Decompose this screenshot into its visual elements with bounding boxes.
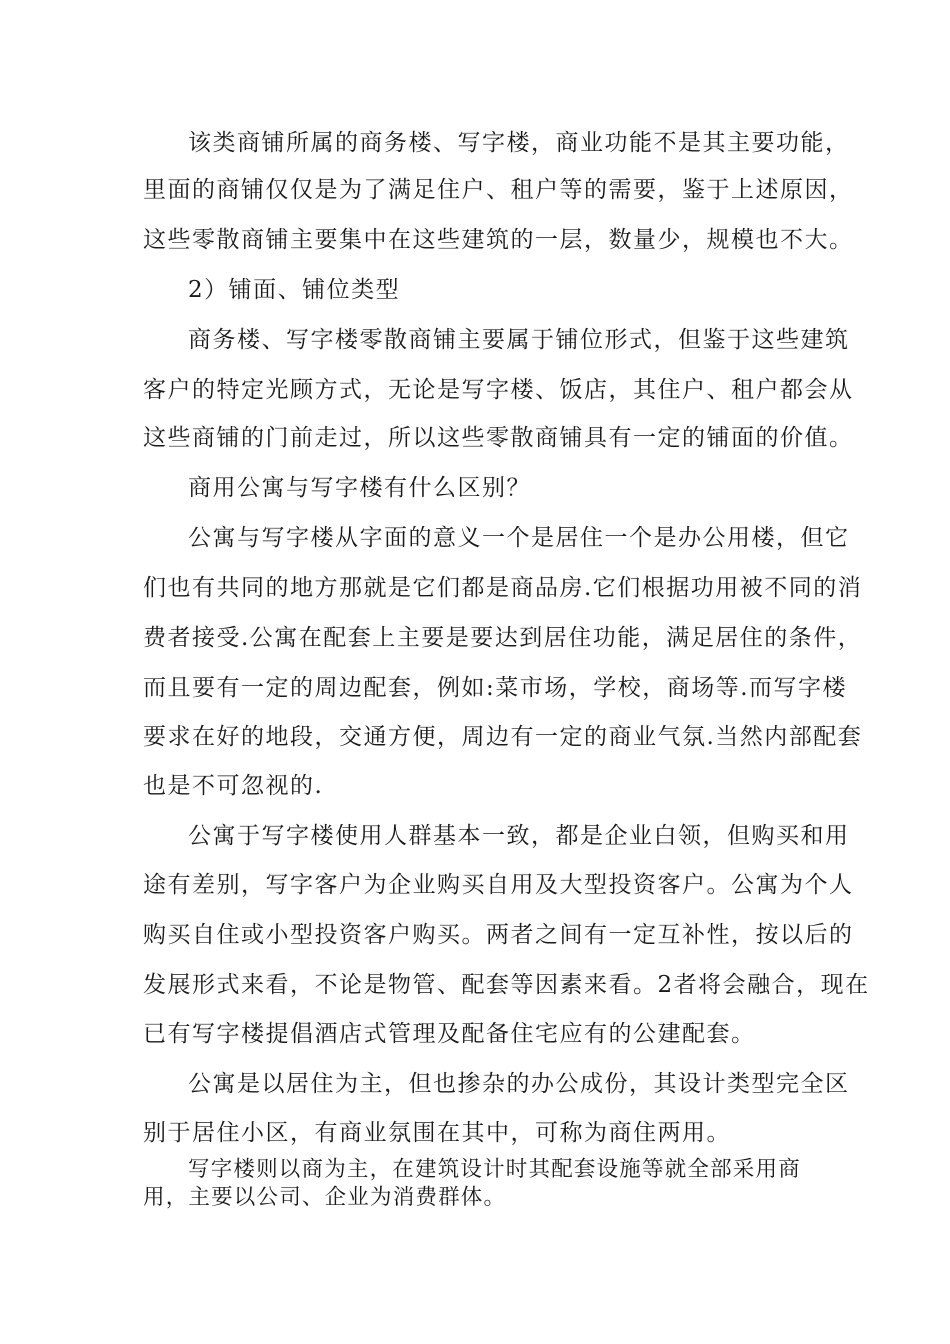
section-heading: 2）铺面、铺位类型 — [188, 277, 401, 303]
text-line: 要求在好的地段，交通方便，周边有一定的商业气氛.当然内部配套 — [143, 724, 863, 750]
text-line: 公寓是以居住为主，但也掺杂的办公成份，其设计类型完全区 — [188, 1071, 850, 1097]
text-line: 写字楼则以商为主，在建筑设计时其配套设施等就全部采用商 — [188, 1157, 801, 1182]
text-line: 而且要有一定的周边配套，例如:菜市场，学校，商场等.而写字楼 — [143, 675, 848, 701]
text-line: 公寓于写字楼使用人群基本一致，都是企业白领，但购买和用 — [188, 823, 850, 849]
text-line: 里面的商铺仅仅是为了满足住户、租户等的需要，鉴于上述原因， — [143, 177, 854, 203]
text-line: 别于居住小区，有商业氛围在其中，可称为商住两用。 — [143, 1120, 731, 1146]
text-line: 这些零散商铺主要集中在这些建筑的一层，数量少，规模也不大。 — [143, 227, 854, 253]
text-line: 也是不可忽视的. — [143, 773, 324, 799]
text-line: 购买自住或小型投资客户购买。两者之间有一定互补性，按以后的 — [143, 922, 854, 948]
text-line: 途有差别，写字客户为企业购买自用及大型投资客户。公寓为个人 — [143, 872, 854, 898]
text-line: 客户的特定光顾方式，无论是写字楼、饭店，其住户、租户都会从 — [143, 377, 854, 403]
text-line: 发展形式来看，不论是物管、配套等因素来看。2者将会融合，现在 — [143, 972, 870, 998]
question-heading: 商用公寓与写字楼有什么区别？ — [188, 475, 531, 501]
text-line: 已有写字楼提倡酒店式管理及配备住宅应有的公建配套。 — [143, 1021, 756, 1047]
text-line: 商务楼、写字楼零散商铺主要属于铺位形式，但鉴于这些建筑 — [188, 327, 850, 353]
text-line: 这些商铺的门前走过，所以这些零散商铺具有一定的铺面的价值。 — [143, 425, 854, 451]
text-line: 公寓与写字楼从字面的意义一个是居住一个是办公用楼，但它 — [188, 525, 850, 551]
text-line: 该类商铺所属的商务楼、写字楼，商业功能不是其主要功能， — [188, 130, 850, 156]
text-line: 们也有共同的地方那就是它们都是商品房.它们根据功用被不同的消 — [143, 575, 863, 601]
text-line: 用，主要以公司、企业为消费群体。 — [143, 1185, 507, 1210]
text-line: 费者接受.公寓在配套上主要是要达到居住功能，满足居住的条件， — [143, 625, 863, 651]
